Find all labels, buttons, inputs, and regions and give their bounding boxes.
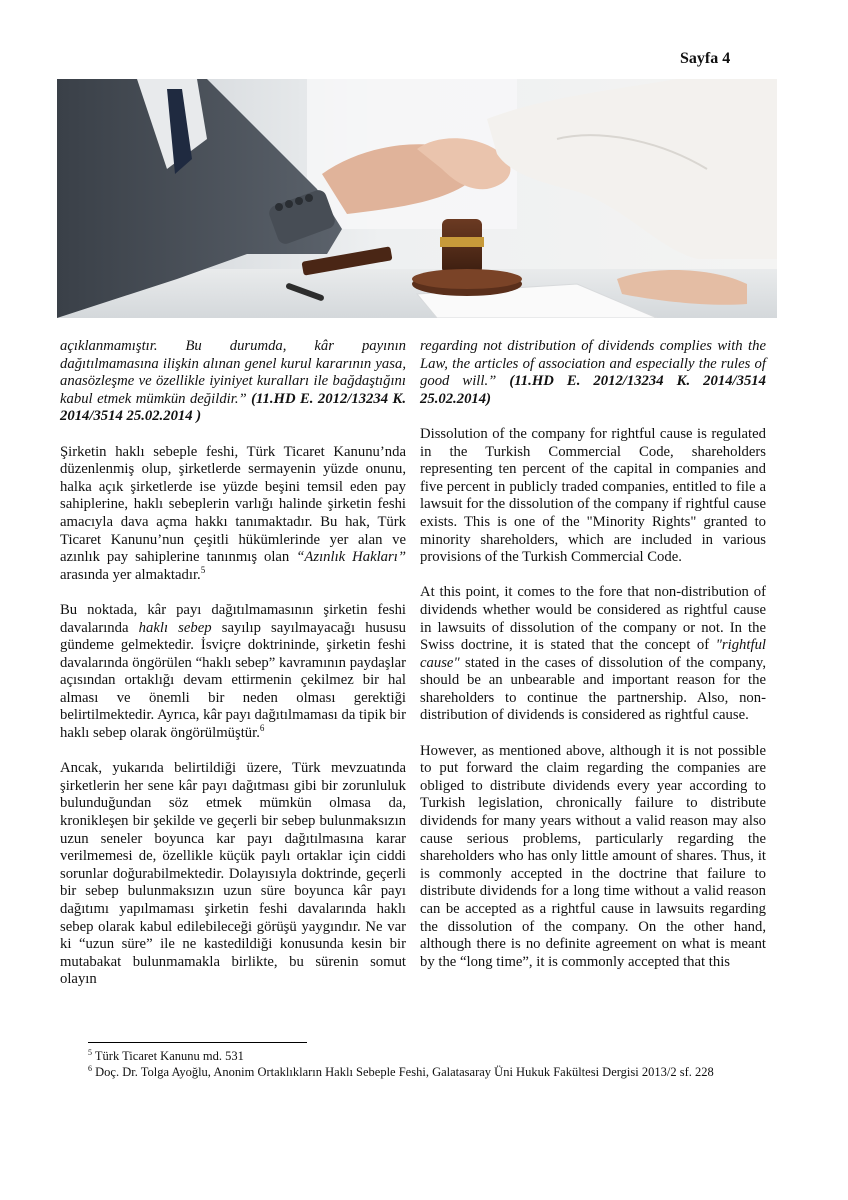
footnote-ref[interactable]: 5 bbox=[200, 564, 206, 575]
italic-term: "rightful cause" bbox=[420, 637, 766, 671]
footnote-text: Türk Ticaret Kanunu md. 531 bbox=[92, 1049, 244, 1063]
paragraph-long-time-tr: Ancak, yukarıda belirtildiği üzere, Türk mevzuatında şirketlerin her sene kâr payı dağıtması gibi bir zorunluluk bulunduğundan söz etmek mümkün olmasa da, kronikleşen bir şekilde ve geçerli bir sebep bulunmaksızın uzun seneler boyunca kar payı dağıtılmasına karar verilmemesi de, özellikle küçük paylı ortaklar için ciddi sorunlar doğurabilmektedir. Dolayısıyla doktrinde, geçerli bir sebep bulunmaksızın uzun süre boyunca kâr payı dağıtımı yapılmaması şirketin feshi davalarında haklı sebep olarak kabul edilebileceği görüşü yaygındır. Ne var ki “uzun süre” ile ne kastedildiği konusunda kesin bir mutabakat bulunmamakla birlikte, bu sürenin somut olayın bbox=[60, 760, 406, 988]
footnote-5 bbox=[88, 1049, 768, 1065]
court-quote-english bbox=[420, 338, 766, 408]
paragraph-text: sayılıp sayılmayacağı hususu gündeme gelmektedir. İsviçre doktrininde, şirketin feshi davalarında öngörülen “haklı sebep” kavramının paydaşlar açısından ortaklığı devam ettirmenin çekilmez bir hal alması ve önemli bir neden olması gerektiği belirtilmektedir. Ayrıca, kâr payı dağıtılmaması da tipik bir haklı sebep olarak öngörülmüştür. bbox=[60, 619, 407, 742]
paragraph-text: arasında yer almaktadır. bbox=[60, 566, 201, 583]
page-number: Sayfa 4 bbox=[680, 50, 731, 67]
paragraph-text: Bu noktada, kâr payı dağıtılmamasının şirketin feshi davalarında bbox=[60, 601, 406, 636]
right-column-english bbox=[420, 338, 766, 989]
paragraph-long-time-en: However, as mentioned above, although it is not possible to put forward the claim regarding the companies are obliged to distribute dividends every year according to Turkish legislation, chronically failure to distribute dividends for many years without a valid reason may also cause serious problems, particularly regarding the shareholders who has only little amount of shares. Thus, it is commonly accepted in the doctrine that failure to distribute dividends for a long time without a valid reason can be accepted as a rightful cause in lawsuits regarding the dissolution of the company. On the other hand, although there is no definite agreement on what is meant by the “long time”, it is commonly accepted that this bbox=[420, 742, 766, 970]
paragraph-swiss-doctrine-tr bbox=[60, 602, 406, 743]
footnotes bbox=[88, 1049, 768, 1080]
paragraph-text: stated in the cases of dissolution of the company, should be an unbearable and important reason for the shareholders to continue the partnership. Also, non-distribution of dividends is considered as rightful cause. bbox=[420, 654, 766, 724]
italic-term: “Azınlık Hakları” bbox=[296, 549, 406, 566]
italic-term: haklı sebep bbox=[138, 619, 212, 636]
court-citation: (11.HD E. 2012/13234 K. 2014/3514 25.02.2014 ) bbox=[60, 390, 406, 425]
footnote-divider bbox=[88, 1042, 307, 1043]
paragraph-rightful-cause-tr bbox=[60, 444, 406, 585]
quote-text: açıklanmamıştır. Bu durumda, kâr payının dağıtılmamasına ilişkin alınan genel kurul kararının yasa, anasözleşme ve özellikle iyiniyet kuralları ile bağdaştığını kabul etmek mümkün değildir.” bbox=[60, 338, 406, 407]
footnote-number: 5 bbox=[88, 1047, 92, 1057]
hero-photo bbox=[57, 79, 777, 318]
footnote-6 bbox=[88, 1065, 768, 1081]
court-citation: (11.HD E. 2012/13234 K. 2014/3514 25.02.2014) bbox=[420, 373, 766, 407]
left-column-turkish bbox=[60, 338, 406, 1007]
paragraph-text: At this point, it comes to the fore that non-distribution of dividends whether would be considered as rightful cause in lawsuits of dissolution of the company or not. In the Swiss doctrine, it is stated that the concept of bbox=[420, 584, 766, 654]
footnote-text: Doç. Dr. Tolga Ayoğlu, Anonim Ortaklıkların Haklı Sebeple Feshi, Galatasaray Üni Hukuk Fakültesi Dergisi 2013/2 sf. 228 bbox=[92, 1064, 714, 1079]
paragraph-text: Şirketin haklı sebeple feshi, Türk Ticaret Kanunu’nda düzenlenmiş olup, şirketlerde sermayenin yüzde onunu, halka açık şirketlerde ise yüzde beşini temsil eden pay sahiplerine, haklı sebeplerin varlığı halinde şirketin feshi amacıyla dava açma hakkı tanımaktadır. Bu hak, Türk Ticaret Kanunu’nun çeşitli hükümlerinde yer alan ve azınlık pay sahiplerine tanınmış olan bbox=[60, 443, 406, 566]
paragraph-swiss-doctrine-en bbox=[420, 584, 766, 725]
quote-text: regarding not distribution of dividends complies with the Law, the articles of association and especially the rules of good will.” bbox=[420, 338, 766, 390]
handshake-gavel-image bbox=[57, 79, 777, 318]
footnote-ref[interactable]: 6 bbox=[259, 723, 265, 734]
paragraph-rightful-cause-en: Dissolution of the company for rightful cause is regulated in the Turkish Commercial Code, shareholders representing ten percent of the capital in companies and five percent in publicly traded companies, entitled to file a lawsuit for the dissolution of the company if rightful cause exists. This is one of the "Minority Rights" granted to minority shareholders, which are included in various provisions of the Turkish Commercial Code. bbox=[420, 425, 766, 566]
footnote-number: 6 bbox=[88, 1063, 92, 1073]
court-quote-turkish bbox=[60, 338, 406, 426]
